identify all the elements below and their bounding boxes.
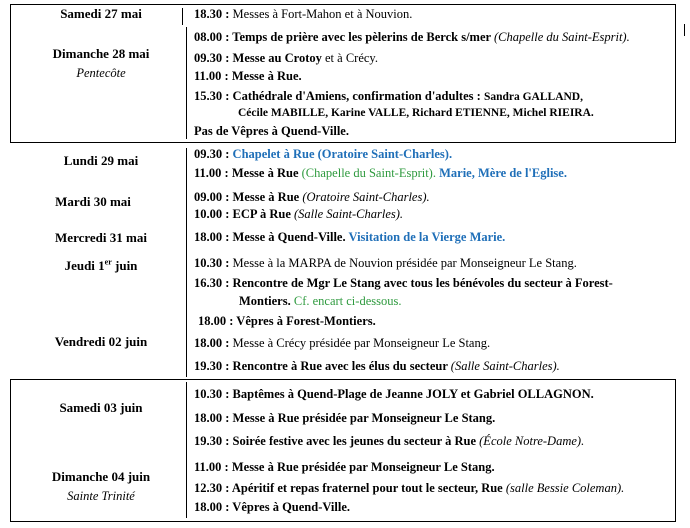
day-label-vendredi-02: Vendredi 02 juin xyxy=(54,334,148,349)
event-line: 09.00 : Messe à Rue (Oratoire Saint-Charles). xyxy=(194,190,430,204)
event-line: 11.00 : Messe à Rue présidée par Monseigneur Le Stang. xyxy=(194,460,495,474)
day-subtitle-sainte-trinite: Sainte Trinité xyxy=(67,489,135,503)
day-subtitle-pentecote: Pentecôte xyxy=(76,66,126,80)
divider-line-1 xyxy=(182,8,183,25)
event-line: 16.30 : Rencontre de Mgr Le Stang avec tous les bénévoles du secteur à Forest- xyxy=(194,276,613,290)
event-line: 18.00 : Messe à Crécy présidée par Monseigneur Le Stang. xyxy=(194,336,491,350)
divider-line-3 xyxy=(186,148,187,377)
event-line: 10.00 : ECP à Rue (Salle Saint-Charles). xyxy=(194,207,404,221)
event-line: Cécile MABILLE, Karine VALLE, Richard ETIENNE, Michel RIEIRA. xyxy=(238,107,594,119)
event-line: 09.30 : Messe au Crotoy et à Crécy. xyxy=(194,51,378,65)
event-line: 18.00 : Vêpres à Forest-Montiers. xyxy=(198,314,376,328)
right-edge-line xyxy=(684,24,685,36)
day-label-jeudi-1: Jeudi 1er juin xyxy=(64,257,138,273)
event-line: 18.00 : Vêpres à Quend-Ville. xyxy=(194,500,351,514)
event-line: 10.30 : Messe à la MARPA de Nouvion présidée par Monseigneur Le Stang. xyxy=(194,256,577,270)
day-label-mardi-30: Mardi 30 mai xyxy=(55,194,131,209)
event-line: 19.30 : Soirée festive avec les jeunes du secteur à Rue (École Notre-Dame). xyxy=(194,434,585,448)
day-label-lundi-29: Lundi 29 mai xyxy=(63,153,139,168)
event-line: Montiers. Cf. encart ci-dessous. xyxy=(239,294,402,308)
event-line: 18.30 : Messes à Fort-Mahon et à Nouvion. xyxy=(194,7,413,21)
event-line: 08.00 : Temps de prière avec les pèlerins de Berck s/mer (Chapelle du Saint-Esprit). xyxy=(194,30,630,44)
event-line: 10.30 : Baptêmes à Quend-Plage de Jeanne JOLY et Gabriel OLLAGNON. xyxy=(194,387,594,401)
event-line: 11.00 : Messe à Rue. xyxy=(194,69,302,83)
event-line: 09.30 : Chapelet à Rue (Oratoire Saint-Charles). xyxy=(194,147,453,161)
day-label-dimanche-28: Dimanche 28 mai xyxy=(52,46,150,61)
divider-line-2 xyxy=(186,27,187,139)
event-line: Pas de Vêpres à Quend-Ville. xyxy=(194,124,349,138)
day-label-samedi-27: Samedi 27 mai xyxy=(60,6,142,21)
event-line: 15.30 : Cathédrale d'Amiens, confirmation d'adultes : Sandra GALLAND, xyxy=(194,89,583,103)
event-line: 11.00 : Messe à Rue (Chapelle du Saint-Esprit). Marie, Mère de l'Eglise. xyxy=(194,166,567,180)
divider-line-4 xyxy=(186,382,187,518)
event-line: 19.30 : Rencontre à Rue avec les élus du secteur (Salle Saint-Charles). xyxy=(194,359,560,373)
event-line: 18.00 : Messe à Quend-Ville. Visitation de la Vierge Marie. xyxy=(194,230,506,244)
day-label-mercredi-31: Mercredi 31 mai xyxy=(55,230,147,245)
day-label-samedi-03: Samedi 03 juin xyxy=(59,400,143,415)
event-line: 12.30 : Apéritif et repas fraternel pour tout le secteur, Rue (salle Bessie Coleman). xyxy=(194,481,625,495)
event-line: 18.00 : Messe à Rue présidée par Monseigneur Le Stang. xyxy=(194,411,496,425)
day-label-dimanche-04: Dimanche 04 juin xyxy=(51,469,151,484)
